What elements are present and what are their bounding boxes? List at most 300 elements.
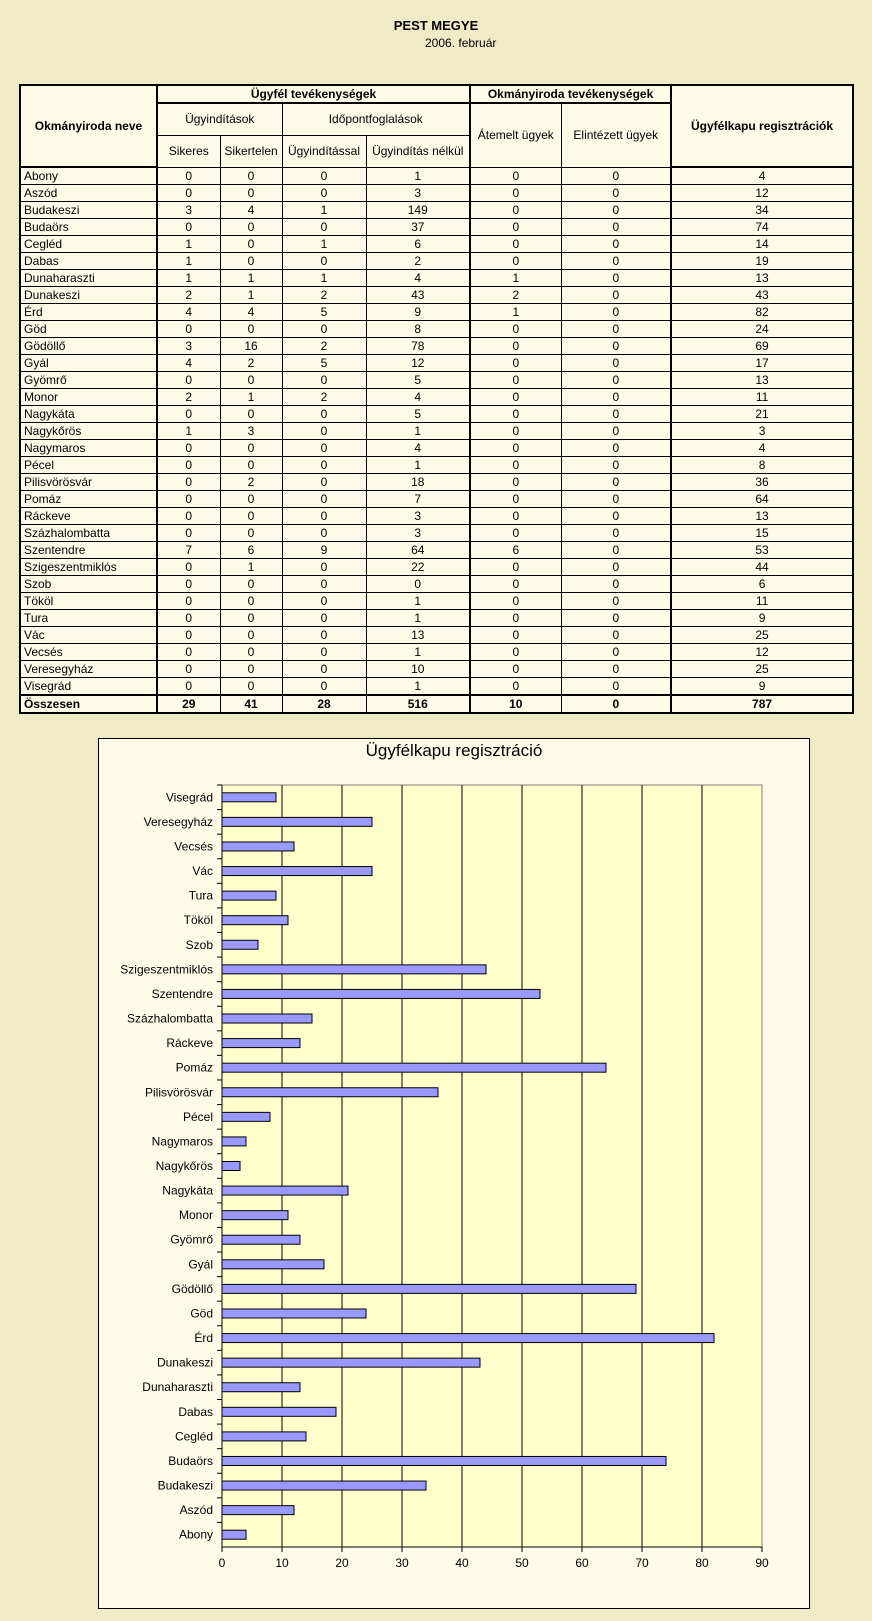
value-cell: 16 <box>220 338 282 355</box>
value-cell: 0 <box>157 610 220 627</box>
value-cell: 41 <box>220 695 282 713</box>
y-category-label: Dunakeszi <box>156 1355 213 1370</box>
x-tick-label: 80 <box>695 1556 709 1570</box>
value-cell: 0 <box>157 321 220 338</box>
value-cell: 0 <box>282 644 366 661</box>
chart-title: Ügyfélkapu regisztráció <box>365 741 543 760</box>
value-cell: 17 <box>671 355 853 372</box>
y-category-label: Monor <box>178 1208 213 1223</box>
value-cell: 12 <box>671 644 853 661</box>
table-row <box>20 389 853 406</box>
y-category-label: Nagymaros <box>151 1134 213 1149</box>
office-name-cell: Ráckeve <box>20 508 157 525</box>
value-cell: 0 <box>561 508 671 525</box>
value-cell: 1 <box>366 423 470 440</box>
value-cell: 0 <box>282 423 366 440</box>
value-cell: 0 <box>157 576 220 593</box>
office-name-cell: Budaörs <box>20 219 157 236</box>
value-cell: 0 <box>220 644 282 661</box>
value-cell: 4 <box>366 389 470 406</box>
table-row <box>20 338 853 355</box>
header-office-name: Okmányiroda neve <box>20 85 157 167</box>
y-category-label: Vecsés <box>174 839 213 854</box>
value-cell: 0 <box>470 202 561 219</box>
value-cell: 4 <box>157 304 220 321</box>
bar <box>222 891 276 900</box>
value-cell: 0 <box>470 355 561 372</box>
value-cell: 25 <box>671 627 853 644</box>
y-category-label: Pilisvörösvár <box>144 1085 213 1100</box>
value-cell: 0 <box>157 627 220 644</box>
table-row <box>20 644 853 661</box>
office-name-cell: Összesen <box>20 695 157 713</box>
value-cell: 29 <box>157 695 220 713</box>
value-cell: 0 <box>157 185 220 202</box>
office-name-cell: Vecsés <box>20 644 157 661</box>
value-cell: 0 <box>561 576 671 593</box>
value-cell: 0 <box>220 321 282 338</box>
value-cell: 9 <box>671 610 853 627</box>
y-category-label: Aszód <box>179 1503 213 1518</box>
y-category-label: Pomáz <box>175 1060 213 1075</box>
value-cell: 0 <box>470 610 561 627</box>
value-cell: 36 <box>671 474 853 491</box>
header-office-activities: Okmányiroda tevékenységek <box>470 85 671 103</box>
value-cell: 0 <box>470 474 561 491</box>
office-name-cell: Budakeszi <box>20 202 157 219</box>
value-cell: 4 <box>366 440 470 457</box>
value-cell: 0 <box>157 219 220 236</box>
value-cell: 0 <box>282 185 366 202</box>
value-cell: 3 <box>157 202 220 219</box>
value-cell: 9 <box>671 678 853 696</box>
value-cell: 0 <box>220 406 282 423</box>
y-category-label: Gyál <box>188 1257 213 1272</box>
value-cell: 0 <box>470 440 561 457</box>
value-cell: 0 <box>220 219 282 236</box>
x-tick-label: 20 <box>335 1556 349 1570</box>
value-cell: 0 <box>157 644 220 661</box>
office-name-cell: Vác <box>20 627 157 644</box>
value-cell: 2 <box>366 253 470 270</box>
value-cell: 0 <box>561 627 671 644</box>
office-name-cell: Dunaharaszti <box>20 270 157 287</box>
office-name-cell: Nagykáta <box>20 406 157 423</box>
office-name-cell: Százhalombatta <box>20 525 157 542</box>
value-cell: 3 <box>157 338 220 355</box>
value-cell: 0 <box>157 474 220 491</box>
bar <box>222 940 258 949</box>
value-cell: 0 <box>470 236 561 253</box>
y-category-label: Gyömrő <box>170 1232 213 1247</box>
office-name-cell: Abony <box>20 167 157 185</box>
value-cell: 10 <box>470 695 561 713</box>
office-name-cell: Szob <box>20 576 157 593</box>
value-cell: 44 <box>671 559 853 576</box>
value-cell: 6 <box>470 542 561 559</box>
value-cell: 0 <box>561 525 671 542</box>
value-cell: 0 <box>157 406 220 423</box>
value-cell: 14 <box>671 236 853 253</box>
value-cell: 13 <box>671 372 853 389</box>
table-row <box>20 236 853 253</box>
value-cell: 0 <box>282 440 366 457</box>
y-category-label: Dunaharaszti <box>142 1380 213 1395</box>
value-cell: 1 <box>470 270 561 287</box>
y-category-label: Dabas <box>178 1404 213 1419</box>
value-cell: 3 <box>671 423 853 440</box>
value-cell: 0 <box>470 491 561 508</box>
table-row <box>20 661 853 678</box>
office-name-cell: Tura <box>20 610 157 627</box>
table-row <box>20 559 853 576</box>
y-category-label: Pécel <box>182 1109 213 1124</box>
value-cell: 2 <box>220 474 282 491</box>
value-cell: 0 <box>561 321 671 338</box>
value-cell: 5 <box>366 372 470 389</box>
office-name-cell: Dabas <box>20 253 157 270</box>
value-cell: 0 <box>561 559 671 576</box>
value-cell: 0 <box>282 610 366 627</box>
value-cell: 0 <box>470 661 561 678</box>
value-cell: 7 <box>157 542 220 559</box>
value-cell: 0 <box>561 372 671 389</box>
x-tick-label: 30 <box>395 1556 409 1570</box>
value-cell: 0 <box>220 457 282 474</box>
value-cell: 6 <box>366 236 470 253</box>
y-category-label: Tura <box>188 888 213 903</box>
office-name-cell: Szentendre <box>20 542 157 559</box>
value-cell: 0 <box>282 678 366 696</box>
value-cell: 2 <box>220 355 282 372</box>
value-cell: 0 <box>470 559 561 576</box>
value-cell: 11 <box>671 389 853 406</box>
table-row <box>20 423 853 440</box>
value-cell: 0 <box>220 185 282 202</box>
value-cell: 0 <box>561 304 671 321</box>
header-appointments: Időpontfoglalások <box>282 103 470 135</box>
value-cell: 0 <box>282 627 366 644</box>
value-cell: 10 <box>366 661 470 678</box>
value-cell: 5 <box>282 355 366 372</box>
value-cell: 64 <box>366 542 470 559</box>
header-unsuccessful: Sikertelen <box>220 135 282 167</box>
registration-bar-chart <box>99 739 809 1608</box>
value-cell: 0 <box>366 576 470 593</box>
value-cell: 0 <box>470 338 561 355</box>
value-cell: 516 <box>366 695 470 713</box>
value-cell: 787 <box>671 695 853 713</box>
value-cell: 0 <box>282 372 366 389</box>
bar <box>222 1456 666 1465</box>
value-cell: 0 <box>220 440 282 457</box>
value-cell: 0 <box>561 542 671 559</box>
office-name-cell: Göd <box>20 321 157 338</box>
value-cell: 9 <box>366 304 470 321</box>
x-tick-label: 40 <box>455 1556 469 1570</box>
y-category-label: Vác <box>192 864 213 879</box>
bar <box>222 1162 240 1171</box>
y-category-label: Visegrád <box>165 790 213 805</box>
value-cell: 6 <box>671 576 853 593</box>
value-cell: 2 <box>470 287 561 304</box>
table-row <box>20 593 853 610</box>
value-cell: 1 <box>470 304 561 321</box>
value-cell: 0 <box>220 525 282 542</box>
header-case-starts: Ügyindítások <box>157 103 282 135</box>
value-cell: 1 <box>157 236 220 253</box>
value-cell: 0 <box>561 253 671 270</box>
value-cell: 15 <box>671 525 853 542</box>
value-cell: 0 <box>282 167 366 185</box>
value-cell: 1 <box>220 389 282 406</box>
value-cell: 1 <box>157 423 220 440</box>
y-category-label: Szigeszentmiklós <box>120 962 213 977</box>
bar <box>222 1358 480 1367</box>
table-row <box>20 627 853 644</box>
table-row <box>20 321 853 338</box>
value-cell: 21 <box>671 406 853 423</box>
office-name-cell: Aszód <box>20 185 157 202</box>
value-cell: 0 <box>157 491 220 508</box>
value-cell: 0 <box>561 185 671 202</box>
bar <box>222 1530 246 1539</box>
table-row <box>20 167 853 185</box>
value-cell: 1 <box>220 287 282 304</box>
y-category-label: Veresegyház <box>143 814 213 829</box>
table-row <box>20 457 853 474</box>
table-row <box>20 474 853 491</box>
bar <box>222 1284 636 1293</box>
value-cell: 0 <box>470 644 561 661</box>
value-cell: 37 <box>366 219 470 236</box>
table-row <box>20 576 853 593</box>
y-category-label: Százhalombatta <box>126 1011 213 1026</box>
value-cell: 22 <box>366 559 470 576</box>
table-row <box>20 185 853 202</box>
bar <box>222 1407 336 1416</box>
value-cell: 0 <box>470 219 561 236</box>
value-cell: 8 <box>671 457 853 474</box>
value-cell: 34 <box>671 202 853 219</box>
value-cell: 7 <box>366 491 470 508</box>
table-row <box>20 610 853 627</box>
x-tick-label: 50 <box>515 1556 529 1570</box>
value-cell: 0 <box>220 661 282 678</box>
value-cell: 19 <box>671 253 853 270</box>
value-cell: 0 <box>157 678 220 696</box>
y-category-label: Tököl <box>183 913 213 928</box>
bar <box>222 817 372 826</box>
value-cell: 0 <box>282 525 366 542</box>
value-cell: 0 <box>561 406 671 423</box>
value-cell: 1 <box>282 202 366 219</box>
bar <box>222 1432 306 1441</box>
value-cell: 0 <box>470 423 561 440</box>
office-name-cell: Cegléd <box>20 236 157 253</box>
value-cell: 0 <box>470 253 561 270</box>
table-row <box>20 304 853 321</box>
x-tick-label: 10 <box>275 1556 289 1570</box>
value-cell: 18 <box>366 474 470 491</box>
value-cell: 0 <box>157 661 220 678</box>
value-cell: 0 <box>470 457 561 474</box>
table-row <box>20 372 853 389</box>
value-cell: 2 <box>282 389 366 406</box>
value-cell: 0 <box>470 167 561 185</box>
y-category-label: Gödöllő <box>171 1281 213 1296</box>
value-cell: 0 <box>157 372 220 389</box>
value-cell: 0 <box>561 678 671 696</box>
value-cell: 0 <box>157 440 220 457</box>
value-cell: 13 <box>671 270 853 287</box>
table-row <box>20 508 853 525</box>
bar <box>222 1334 714 1343</box>
header-client-activities: Ügyfél tevékenységek <box>157 85 470 103</box>
header-transferred: Átemelt ügyek <box>470 103 561 167</box>
value-cell: 0 <box>561 457 671 474</box>
value-cell: 0 <box>561 593 671 610</box>
value-cell: 0 <box>470 321 561 338</box>
value-cell: 11 <box>671 593 853 610</box>
table-row <box>20 355 853 372</box>
bar <box>222 1309 366 1318</box>
value-cell: 1 <box>366 644 470 661</box>
value-cell: 64 <box>671 491 853 508</box>
value-cell: 1 <box>366 610 470 627</box>
value-cell: 0 <box>561 270 671 287</box>
office-name-cell: Pilisvörösvár <box>20 474 157 491</box>
office-name-cell: Szigeszentmiklós <box>20 559 157 576</box>
value-cell: 8 <box>366 321 470 338</box>
value-cell: 0 <box>561 389 671 406</box>
table-total-row <box>20 695 853 713</box>
bar <box>222 1235 300 1244</box>
office-statistics-table <box>19 84 854 714</box>
value-cell: 0 <box>282 253 366 270</box>
value-cell: 0 <box>157 167 220 185</box>
bar <box>222 989 540 998</box>
header-registrations: Ügyfélkapu regisztrációk <box>671 85 853 167</box>
value-cell: 0 <box>157 508 220 525</box>
office-name-cell: Gyömrő <box>20 372 157 389</box>
y-category-label: Göd <box>190 1306 213 1321</box>
value-cell: 3 <box>366 508 470 525</box>
value-cell: 0 <box>561 236 671 253</box>
value-cell: 0 <box>220 627 282 644</box>
office-name-cell: Pécel <box>20 457 157 474</box>
value-cell: 0 <box>561 644 671 661</box>
value-cell: 0 <box>561 202 671 219</box>
value-cell: 5 <box>366 406 470 423</box>
value-cell: 4 <box>220 202 282 219</box>
bar <box>222 1211 288 1220</box>
value-cell: 1 <box>157 270 220 287</box>
value-cell: 2 <box>157 287 220 304</box>
value-cell: 53 <box>671 542 853 559</box>
value-cell: 0 <box>282 491 366 508</box>
y-category-label: Nagykőrös <box>155 1159 213 1173</box>
table-row <box>20 542 853 559</box>
office-name-cell: Nagykőrös <box>20 423 157 440</box>
value-cell: 0 <box>282 593 366 610</box>
office-name-cell: Gödöllő <box>20 338 157 355</box>
value-cell: 28 <box>282 695 366 713</box>
bar <box>222 793 276 802</box>
value-cell: 43 <box>366 287 470 304</box>
value-cell: 0 <box>282 406 366 423</box>
header-completed: Elintézett ügyek <box>561 103 671 167</box>
value-cell: 4 <box>671 167 853 185</box>
value-cell: 24 <box>671 321 853 338</box>
value-cell: 3 <box>366 525 470 542</box>
x-tick-label: 0 <box>218 1556 226 1570</box>
office-name-cell: Visegrád <box>20 678 157 696</box>
value-cell: 13 <box>366 627 470 644</box>
value-cell: 1 <box>220 270 282 287</box>
value-cell: 0 <box>220 593 282 610</box>
office-name-cell: Monor <box>20 389 157 406</box>
bar <box>222 1088 438 1097</box>
value-cell: 2 <box>157 389 220 406</box>
value-cell: 4 <box>366 270 470 287</box>
table-body <box>20 167 853 713</box>
value-cell: 4 <box>220 304 282 321</box>
value-cell: 0 <box>157 457 220 474</box>
value-cell: 0 <box>470 593 561 610</box>
value-cell: 0 <box>470 508 561 525</box>
value-cell: 1 <box>220 559 282 576</box>
value-cell: 0 <box>561 661 671 678</box>
value-cell: 0 <box>470 627 561 644</box>
value-cell: 1 <box>282 236 366 253</box>
header-without-start: Ügyindítás nélkül <box>366 135 470 167</box>
value-cell: 149 <box>366 202 470 219</box>
bar <box>222 1039 300 1048</box>
value-cell: 3 <box>220 423 282 440</box>
table-row <box>20 406 853 423</box>
value-cell: 0 <box>157 525 220 542</box>
value-cell: 0 <box>282 474 366 491</box>
y-category-label: Szentendre <box>151 986 213 1001</box>
value-cell: 0 <box>561 167 671 185</box>
value-cell: 9 <box>282 542 366 559</box>
value-cell: 0 <box>220 372 282 389</box>
value-cell: 0 <box>470 678 561 696</box>
office-name-cell: Pomáz <box>20 491 157 508</box>
value-cell: 12 <box>366 355 470 372</box>
table-row <box>20 270 853 287</box>
value-cell: 0 <box>220 236 282 253</box>
header-with-start: Ügyindítással <box>282 135 366 167</box>
value-cell: 0 <box>561 355 671 372</box>
value-cell: 0 <box>561 423 671 440</box>
table-row <box>20 678 853 696</box>
value-cell: 82 <box>671 304 853 321</box>
value-cell: 43 <box>671 287 853 304</box>
office-name-cell: Nagymaros <box>20 440 157 457</box>
value-cell: 1 <box>366 457 470 474</box>
office-name-cell: Veresegyház <box>20 661 157 678</box>
office-name-cell: Tököl <box>20 593 157 610</box>
y-category-label: Szob <box>185 937 213 952</box>
bar <box>222 1481 426 1490</box>
value-cell: 4 <box>157 355 220 372</box>
value-cell: 0 <box>220 491 282 508</box>
value-cell: 0 <box>561 474 671 491</box>
value-cell: 1 <box>366 593 470 610</box>
y-category-label: Cegléd <box>174 1429 213 1444</box>
